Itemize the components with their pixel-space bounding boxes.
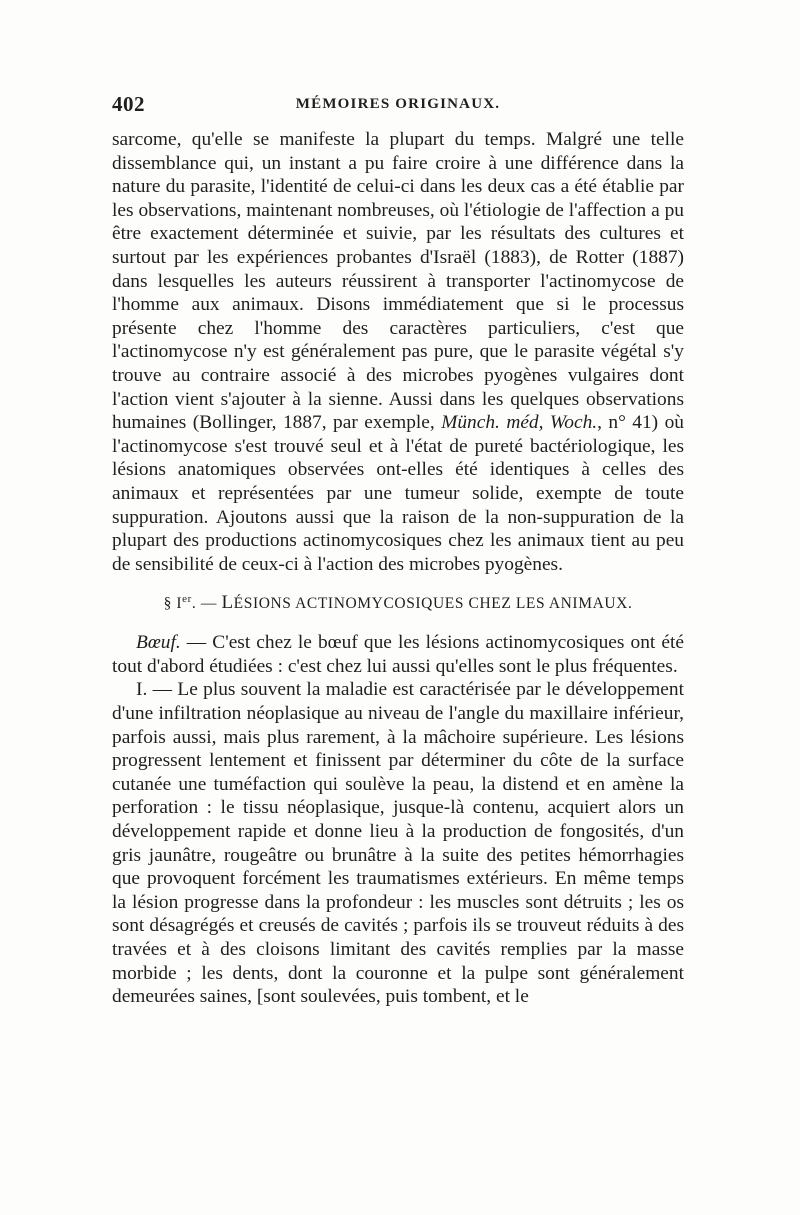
paragraph-3-text: I. — Le plus souvent la maladie est caractérisée par le développement d'une infiltration néoplasique au niveau de l'angle du maxillaire inférieur, parfois aussi, mais plus rarement, à la mâchoire supérieure. Les lésions progressent lentement et finissent par déterminer du côte de la surface cutanée une tuméfaction qui soulève la peau, la distend et en amène la perforation : le tissu néoplasique, jusque-là contenu, acquiert alors un développement rapide et donne lieu à la production de fongosités, d'un gris jaunâtre, rougeâtre ou brunâtre à la suite des petites hémorrhagies que provoquent forcément les traumatismes extérieurs. En même temps la lésion progresse dans la profondeur : les muscles sont détruits ; les os sont désagrégés et creusés de cavités ; parfois ils se trouveut réduits à des travées et à des cloisons limitant des cavités remplies par la masse morbide ; les dents, dont la couronne et la pulpe sont généralement demeurées saines, [sont soulevées, puis tombent, et le [112,679,684,1008]
section-heading [112,592,684,615]
section-initial: L [221,592,234,614]
paragraph-3 [112,678,684,1008]
running-title: MÉMOIRES ORIGINAUX. [295,96,501,112]
subsection-label: Bœuf. [136,632,181,654]
section-superscript: er [182,593,192,606]
section-dash: . — [191,595,222,613]
book-page [112,92,684,1009]
paragraph-2 [112,631,684,678]
section-title-text: ÉSIONS ACTINOMYCOSIQUES CHEZ LES ANIMAUX. [233,595,633,613]
citation-journal: Münch. méd, Woch. [441,412,598,434]
paragraph-1-text-continued: , n° 41) où l'actinomycose s'est trouvé seul et à l'état de pureté bactériologique, les lésions anatomiques observées ont-elles été identiques à celles des animaux et représentées par une tumeur solide, exempte de toute suppuration. Ajoutons aussi que la raison de la non-suppuration de la plupart des productions actinomycosiques chez les animaux tient au peu de sensibilité de ceux-ci à l'action des microbes pyogènes. [112,412,684,575]
paragraph-1-text: sarcome, qu'elle se manifeste la plupart du temps. Malgré une telle dissemblance qui, un instant a pu faire croire à une différence dans la nature du parasite, l'identité de celui-ci dans les deux cas a été établie par les observations, maintenant nombreuses, où l'étiologie de l'affection a pu être exactement déterminée et suivie, par les résultats des cultures et surtout par les expériences probantes d'Israël (1883), de Rotter (1887) dans lesquelles les auteurs réussirent à transporter l'actinomycose de l'homme aux animaux. Disons immédiatement que si le processus présente chez l'homme des caractères particuliers, c'est que l'actinomycose n'y est généralement pas pure, que le parasite végétal s'y trouve au contraire associé à des microbes pyogènes vulgaires dont l'action vient s'ajouter à la sienne. Aussi dans les quelques observations humaines (Bollinger, 1887, par exemple, [112,129,684,434]
section-symbol: § I [163,595,183,613]
paragraph-1 [112,128,684,576]
page-header [112,92,684,122]
paragraph-2-text: — C'est chez le bœuf que les lésions actinomycosiques ont été tout d'abord étudiées : c'est chez lui aussi qu'elles sont le plus fréquentes. [112,632,684,677]
page-number: 402 [112,92,145,116]
